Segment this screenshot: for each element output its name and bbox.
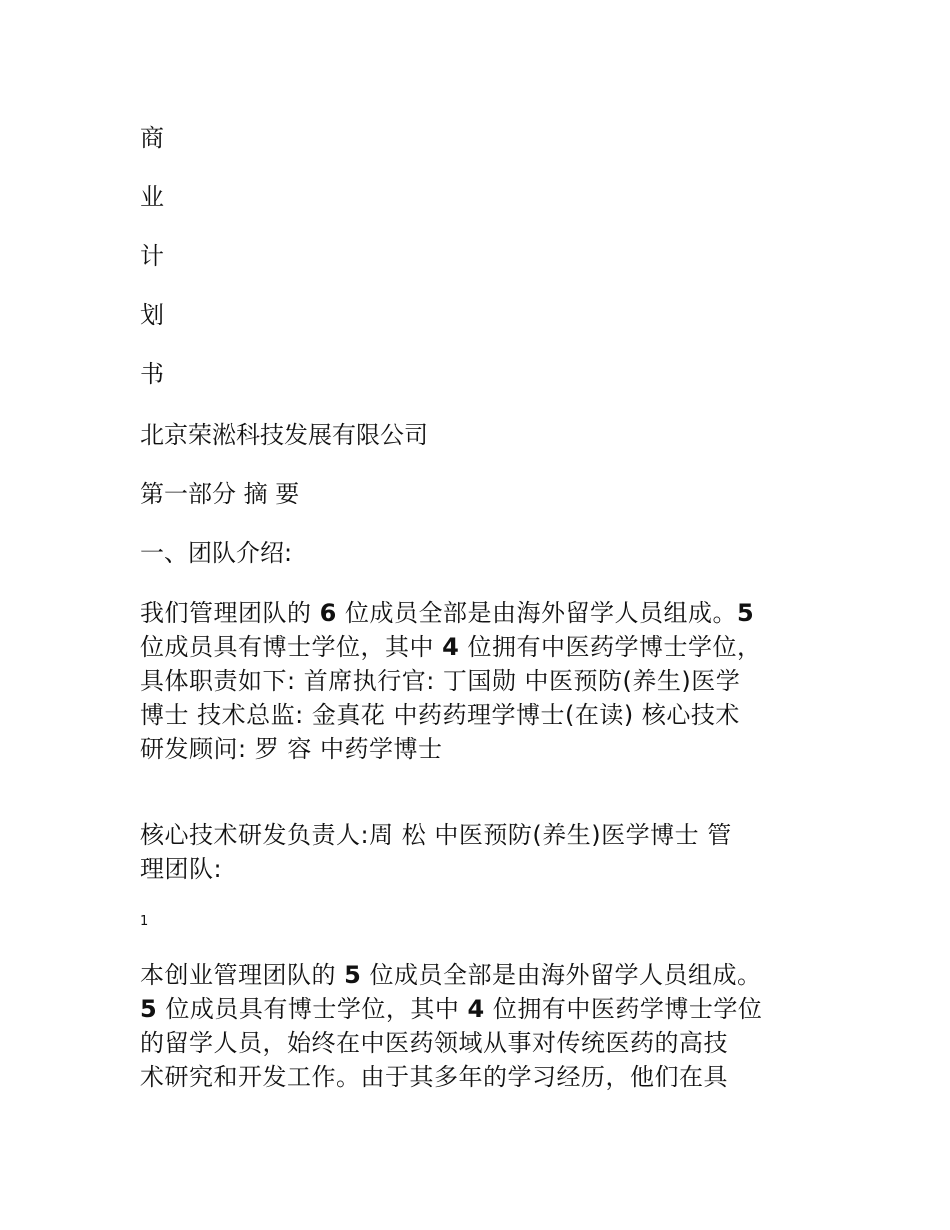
paragraph-line: 术研究和开发工作。由于其多年的学习经历，他们在具 xyxy=(140,1063,728,1091)
text-run: 我们管理团队的 xyxy=(140,599,312,627)
paragraph-line xyxy=(140,630,820,664)
paragraph-line xyxy=(140,596,820,630)
part-heading: 第一部分 摘 要 xyxy=(140,480,300,508)
team-paragraph-2 xyxy=(140,818,820,886)
title-char-4: 划 xyxy=(140,301,164,329)
title-char-1: 商 xyxy=(140,124,164,152)
team-paragraph-3 xyxy=(140,958,820,1094)
section-heading: 一、团队介绍: xyxy=(140,539,293,567)
text-run: 位成员全部是由海外留学人员组成。 xyxy=(369,961,762,989)
number: 5 xyxy=(140,995,158,1023)
paragraph-line xyxy=(140,992,820,1026)
text-run: 位拥有中医药学博士学位 xyxy=(492,995,763,1023)
company-name: 北京荣淞科技发展有限公司 xyxy=(140,421,428,449)
text-run: 位成员具有博士学位，其中 xyxy=(140,633,434,661)
page-number: 1 xyxy=(140,914,149,929)
text-run: 位成员具有博士学位，其中 xyxy=(165,995,460,1023)
title-char-3: 计 xyxy=(140,242,164,270)
text-run: 本创业管理团队的 xyxy=(140,961,336,989)
paragraph-line: 博士 技术总监: 金真花 中药药理学博士(在读) 核心技术 xyxy=(140,701,740,729)
number: 6 xyxy=(319,599,337,627)
text-run: 位成员全部是由海外留学人员组成。 xyxy=(344,599,737,627)
paragraph-line: 理团队: xyxy=(140,855,223,883)
title-char-2: 业 xyxy=(140,183,164,211)
team-paragraph-1 xyxy=(140,596,820,766)
paragraph-line: 研发顾问: 罗 容 中药学博士 xyxy=(140,735,443,763)
number: 4 xyxy=(467,995,485,1023)
title-char-5: 书 xyxy=(140,360,164,388)
number: 5 xyxy=(736,599,755,627)
paragraph-line xyxy=(140,958,820,992)
paragraph-line: 的留学人员，始终在中医药领域从事对传统医药的高技 xyxy=(140,1029,728,1057)
paragraph-line: 核心技术研发负责人:周 松 中医预防(养生)医学博士 管 xyxy=(140,821,732,849)
text-run: 位拥有中医药学博士学位， xyxy=(467,633,762,661)
number: 4 xyxy=(442,633,460,661)
paragraph-line: 具体职责如下: 首席执行官: 丁国勋 中医预防(养生)医学 xyxy=(140,667,741,695)
number: 5 xyxy=(344,961,362,989)
